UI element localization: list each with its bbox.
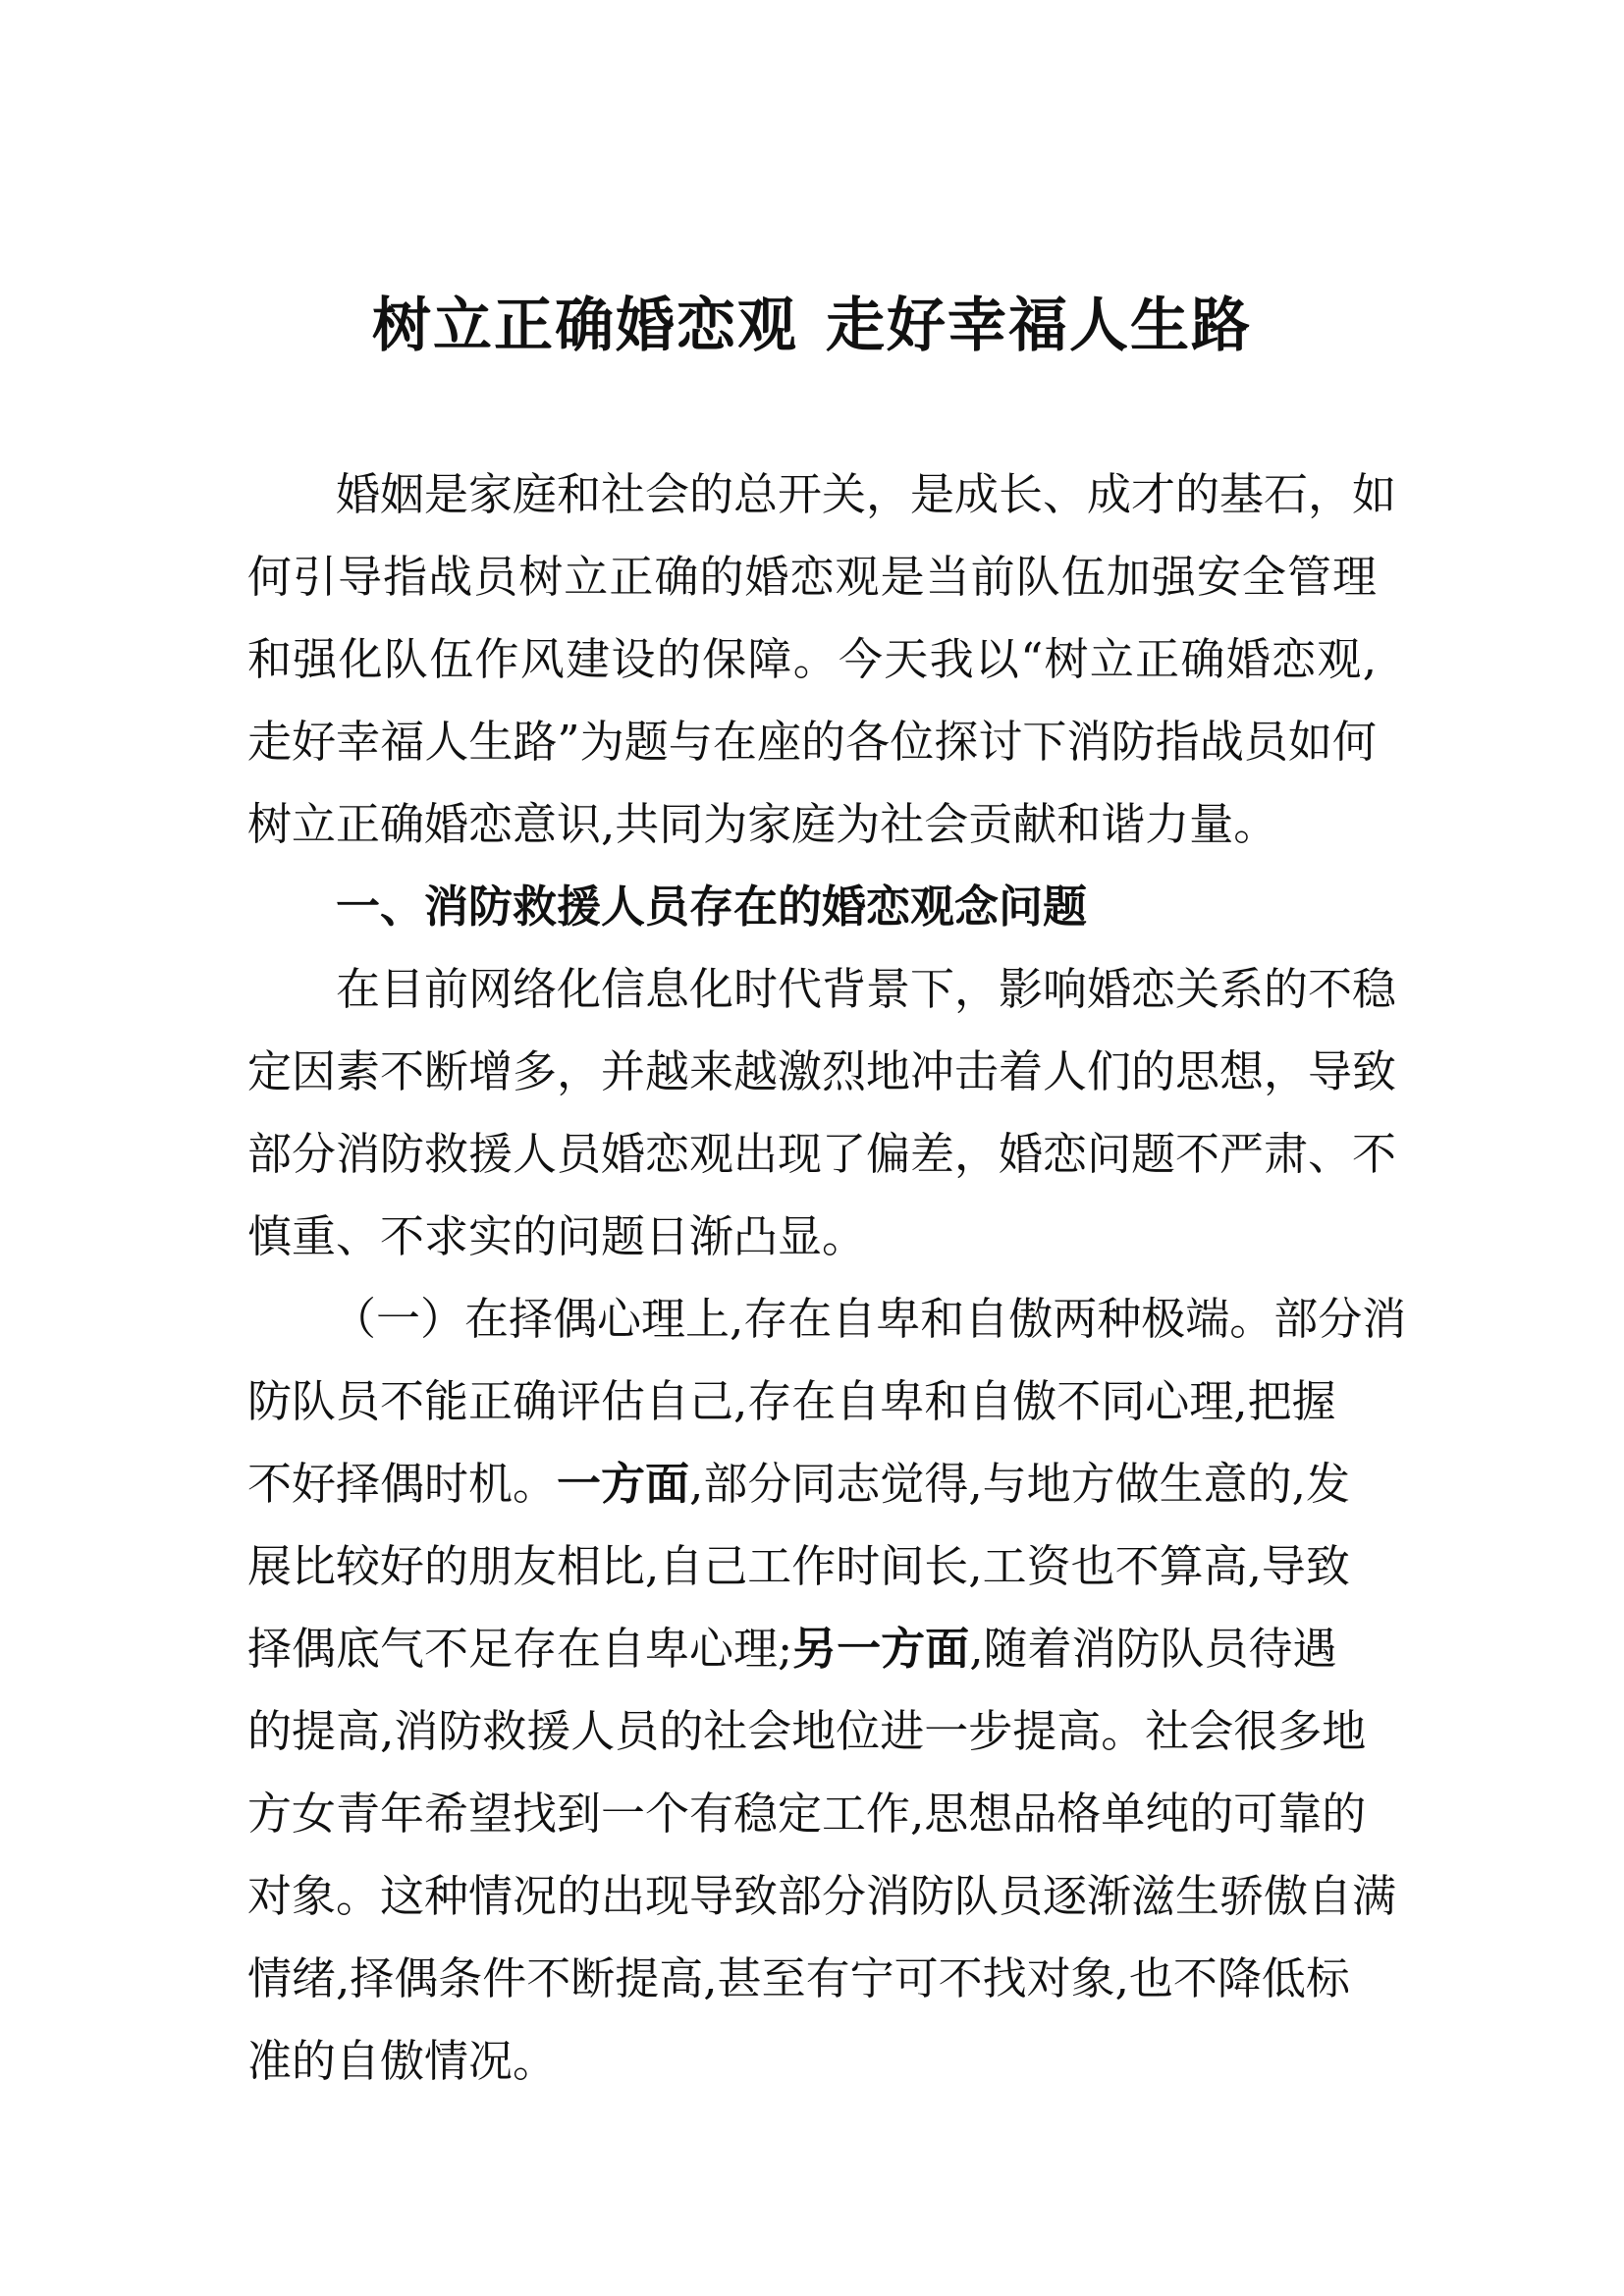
section-1-line-2: 定因素不断增多，并越来越激烈地冲击着人们的思想，导致 (247, 1045, 1397, 1097)
title-part-1: 树立正确婚恋观 (372, 292, 798, 360)
sub-1-line-8: 对象。这种情况的出现导致部分消防队员逐渐滋生骄傲自满 (247, 1870, 1397, 1922)
intro-line-4: 走好幸福人生路”为题与在座的各位探讨下消防指战员如何 (247, 716, 1377, 768)
intro-line-3: 和强化队伍作风建设的保障。今天我以“树立正确婚恋观, (247, 633, 1377, 685)
sub-1-line-3-pre: 不好择偶时机。 (247, 1458, 558, 1510)
section-heading-1: 一、消防救援人员存在的婚恋观念问题 (336, 881, 1088, 933)
sub-1-line-3 (247, 1453, 1350, 1516)
sub-1-line-7: 方女青年希望找到一个有稳定工作,思想品格单纯的可靠的 (247, 1788, 1367, 1840)
emphasis-other-hand: 另一方面 (792, 1623, 970, 1675)
sub-1-line-5-post: ,随着消防队员待遇 (969, 1623, 1337, 1675)
sub-1-line-9: 情绪,择偶条件不断提高,甚至有宁可不找对象,也不降低标 (247, 1952, 1350, 2004)
section-1-line-3: 部分消防救援人员婚恋观出现了偏差，婚恋问题不严肃、不 (247, 1128, 1397, 1180)
sub-1-line-3-post: ,部分同志觉得,与地方做生意的,发 (689, 1458, 1350, 1510)
sub-1-line-4: 展比较好的朋友相比,自己工作时间长,工资也不算高,导致 (247, 1540, 1350, 1592)
sub-1-line-5-pre: 择偶底气不足存在自卑心理; (247, 1623, 793, 1675)
sub-1-line-5 (247, 1618, 1337, 1681)
document-title (0, 287, 1624, 365)
sub-1-line-10: 准的自傲情况。 (247, 2035, 558, 2087)
sub-1-line-6: 的提高,消防救援人员的社会地位进一步提高。社会很多地 (247, 1705, 1367, 1757)
sub-1-line-1: （一）在择偶心理上,存在自卑和自傲两种极端。部分消 (332, 1293, 1407, 1345)
section-1-line-4: 慎重、不求实的问题日渐凸显。 (247, 1210, 867, 1262)
section-1-line-1: 在目前网络化信息化时代背景下，影响婚恋关系的不稳 (336, 963, 1397, 1015)
intro-line-5: 树立正确婚恋意识,共同为家庭为社会贡献和谐力量。 (247, 798, 1278, 850)
intro-line-2: 何引导指战员树立正确的婚恋观是当前队伍加强安全管理 (247, 551, 1377, 603)
intro-line-1: 婚姻是家庭和社会的总开关，是成长、成才的基石，如 (336, 468, 1397, 520)
emphasis-one-hand: 一方面 (557, 1458, 690, 1510)
sub-1-line-2: 防队员不能正确评估自己,存在自卑和自傲不同心理,把握 (247, 1375, 1336, 1427)
title-part-2: 走好幸福人生路 (826, 292, 1252, 360)
